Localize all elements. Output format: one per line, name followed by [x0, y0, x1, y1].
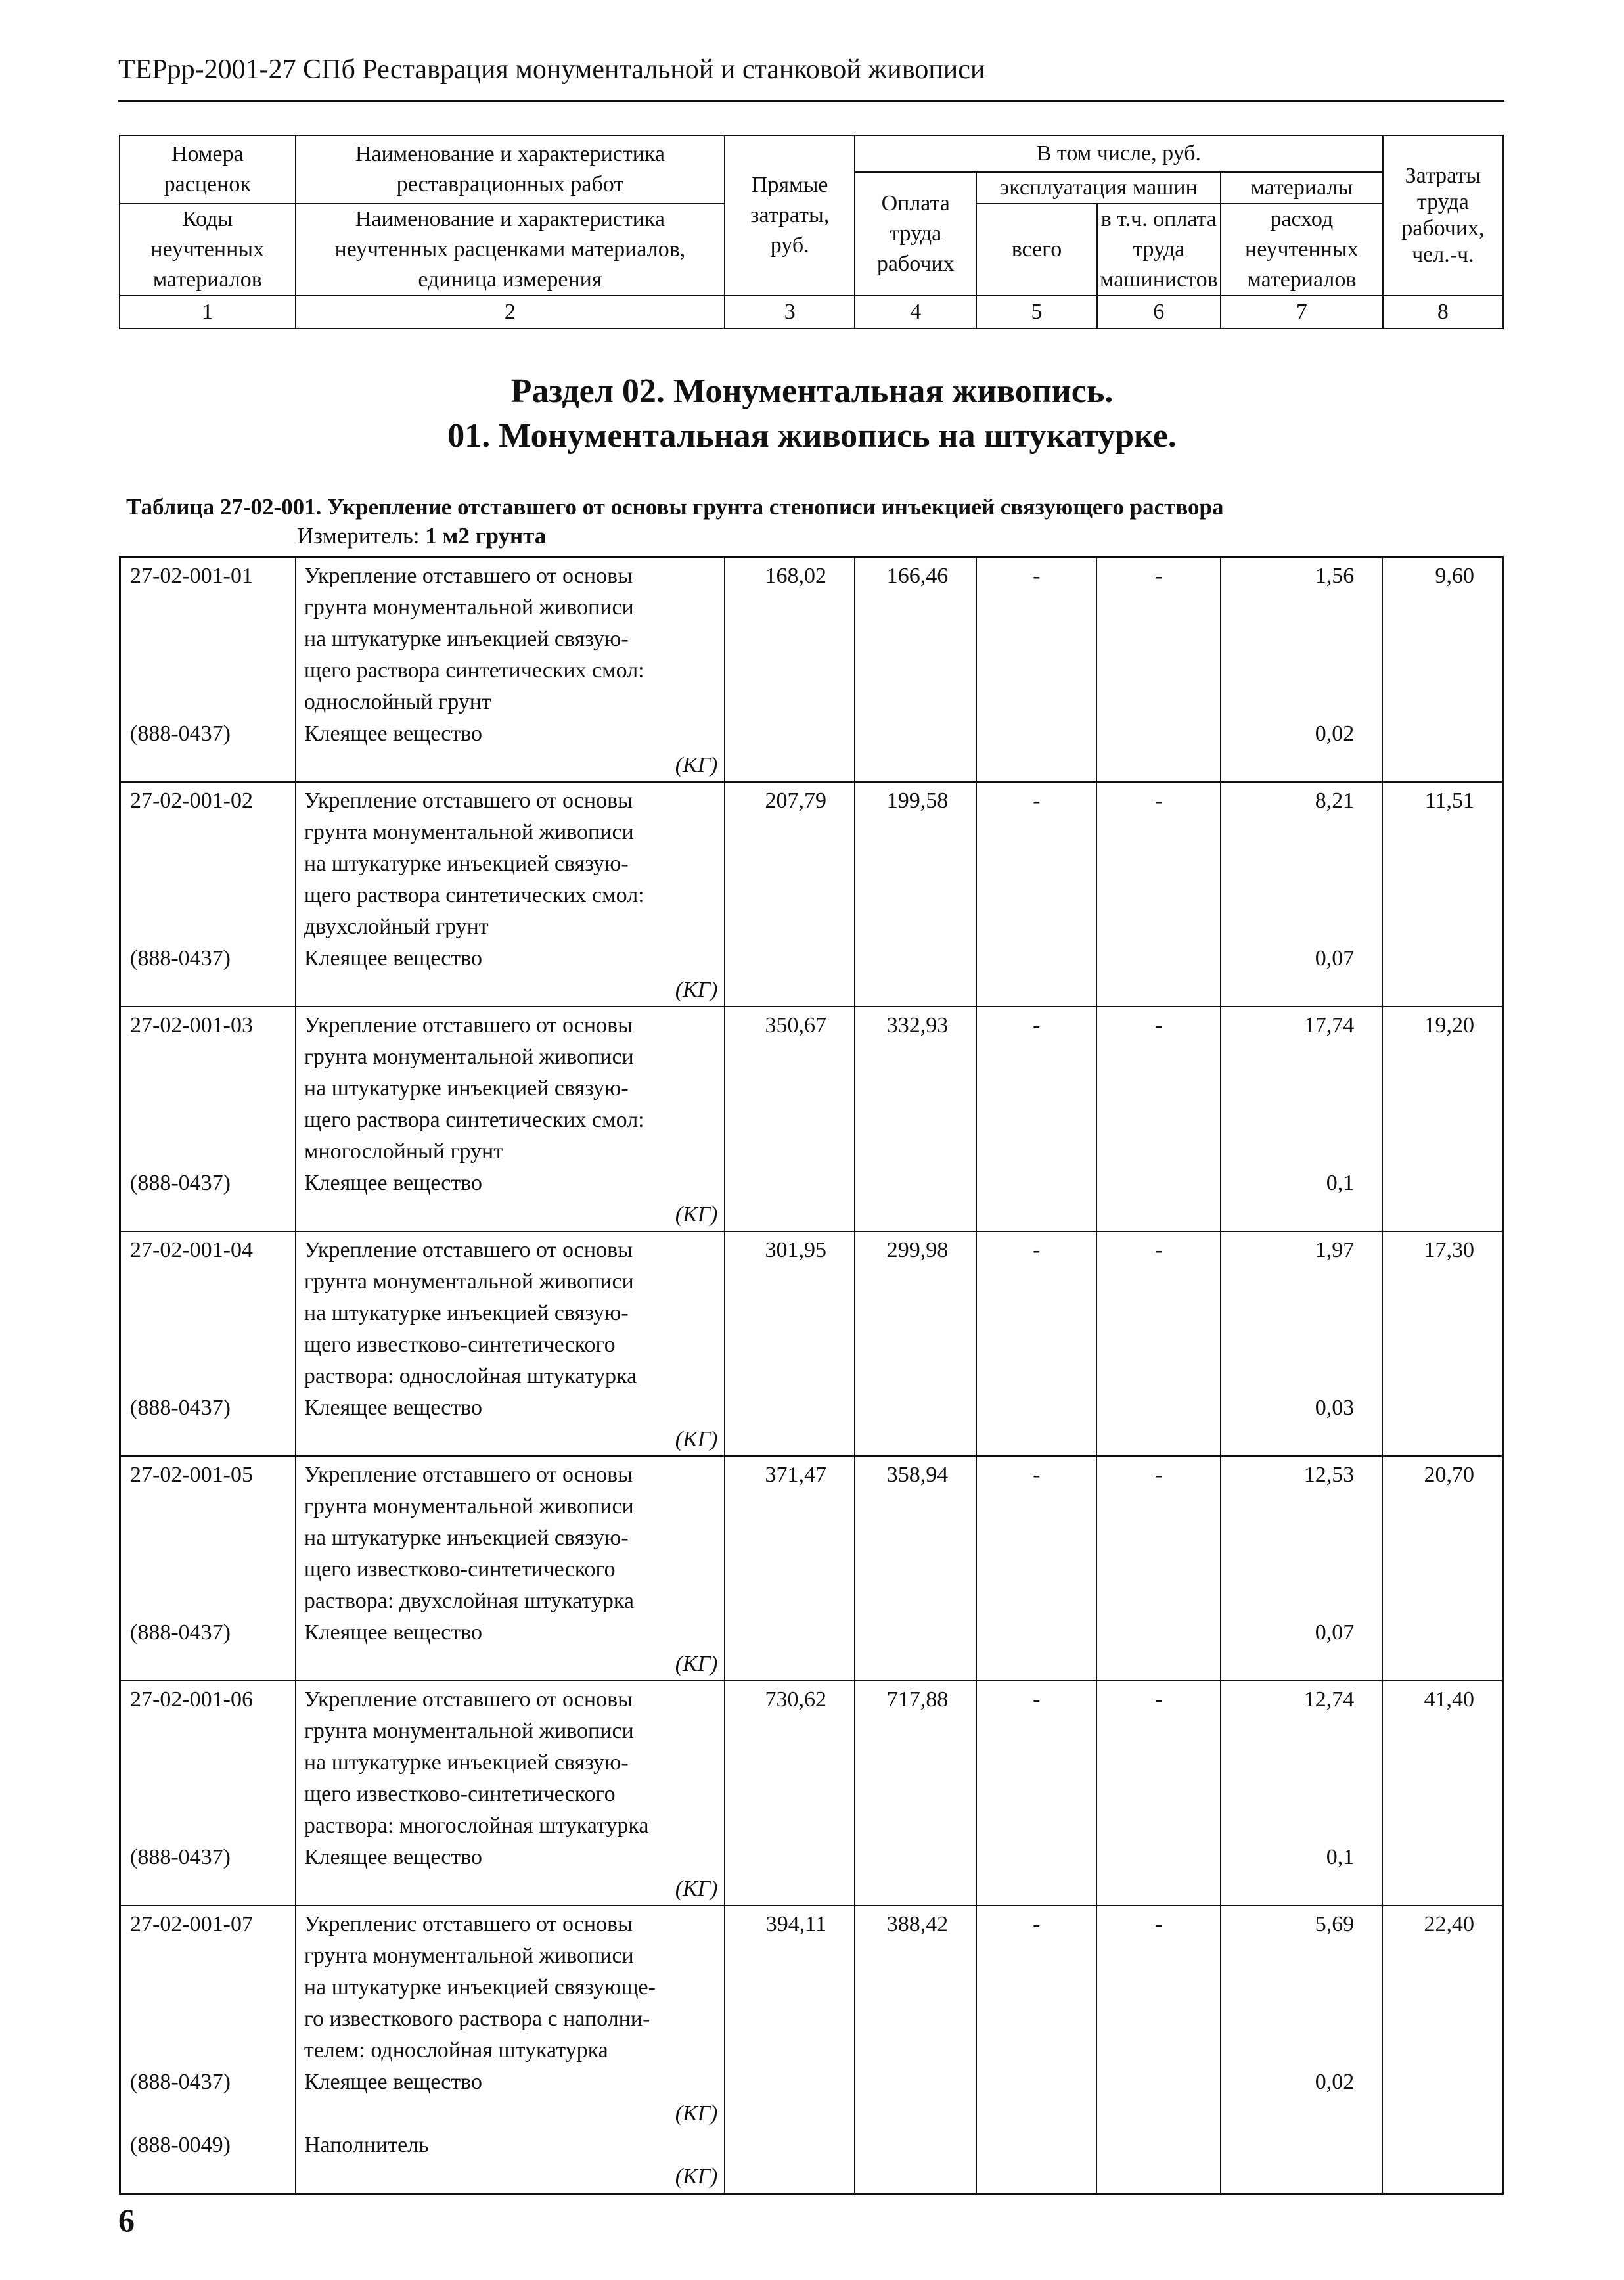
labor-hours: 9,60 — [1382, 557, 1502, 783]
work-name-line: го известкового раствора с наполни- — [304, 2007, 650, 2031]
table-row — [120, 782, 1503, 1007]
table-row — [120, 557, 1503, 783]
machines-total: - — [976, 1231, 1096, 1456]
material-code: (888-0437) — [130, 1620, 231, 1645]
materials-cell — [1221, 1231, 1383, 1456]
subsection-title: 01. Монументальная живопись на штукатурке. — [447, 417, 1177, 455]
column-index: 6 — [1097, 296, 1221, 329]
machinist-pay: - — [1096, 1681, 1220, 1905]
labor-pay: 199,58 — [855, 782, 976, 1007]
material-name: Клеящее вещество — [304, 721, 482, 746]
machinist-pay: - — [1096, 782, 1220, 1007]
direct-cost: 394,11 — [725, 1905, 855, 2194]
material-qty: 0,07 — [1315, 946, 1355, 970]
name-cell — [296, 1007, 725, 1231]
labor-hours: 20,70 — [1382, 1456, 1502, 1681]
code-cell — [120, 782, 296, 1007]
machines-total: - — [976, 1905, 1096, 2194]
materials-cell — [1221, 1681, 1383, 1905]
materials-header: материалы — [1221, 172, 1383, 204]
material-unit: (КГ) — [675, 1877, 718, 1901]
material-name: Клеящее вещество — [304, 1171, 482, 1195]
direct-cost: 207,79 — [725, 782, 855, 1007]
material-qty: 0,1 — [1326, 1171, 1355, 1195]
work-name-line: щего известково-синтетического — [304, 1333, 616, 1357]
labor-pay: 717,88 — [855, 1681, 976, 1905]
work-name-line: щего известково-синтетического — [304, 1557, 616, 1582]
work-name-line: грунта монументальной живописи — [304, 1045, 634, 1069]
rate-code: 27-02-001-03 — [130, 1013, 253, 1037]
table-row — [120, 1681, 1503, 1905]
name-cell — [296, 1905, 725, 2194]
code-cell — [120, 1681, 296, 1905]
rates-table — [119, 556, 1504, 2195]
work-name-line: грунта монументальной живописи — [304, 820, 634, 844]
work-name-line: на штукатурке инъекцией связую- — [304, 627, 629, 651]
section-title: Раздел 02. Монументальная живопись. — [510, 373, 1114, 410]
work-name-line: Укрепление отставшего от основы — [304, 564, 633, 588]
measurement-unit: Измеритель: 1 м2 грунта — [297, 523, 547, 549]
material-name: Клеящее вещество — [304, 1396, 482, 1420]
material-unit: (КГ) — [675, 1652, 718, 1676]
work-name-line: телем: однослойная штукатурка — [304, 2038, 608, 2063]
work-name-line: на штукатурке инъекцией связую- — [304, 1750, 629, 1775]
labor-pay: 358,94 — [855, 1456, 976, 1681]
rate-code: 27-02-001-07 — [130, 1912, 253, 1936]
materials-cell — [1221, 1007, 1383, 1231]
name-cell — [296, 1681, 725, 1905]
col2-header-bottom: Наименование и характеристика неучтенных расценками материалов, единица измерения — [296, 204, 725, 296]
col7-header: расход неучтенных материалов — [1221, 204, 1383, 296]
page-number: 6 — [118, 2202, 135, 2239]
work-name-line: на штукатурке инъекцией связую- — [304, 1526, 629, 1550]
machinist-pay: - — [1096, 557, 1220, 783]
materials-cost: 1,97 — [1315, 1238, 1355, 1262]
name-cell — [296, 1456, 725, 1681]
work-name-line: щего раствора синтетических смол: — [304, 1108, 644, 1132]
machines-total: - — [976, 557, 1096, 783]
materials-cell — [1221, 1456, 1383, 1681]
work-name-line: многослойный грунт — [304, 1139, 504, 1164]
direct-cost: 350,67 — [725, 1007, 855, 1231]
machinist-pay: - — [1096, 1905, 1220, 2194]
col6-header: в т.ч. оплата труда машинистов — [1097, 204, 1221, 296]
machinist-pay: - — [1096, 1007, 1220, 1231]
material-code: (888-0437) — [130, 1845, 231, 1869]
labor-pay: 299,98 — [855, 1231, 976, 1456]
machines-total: - — [976, 1456, 1096, 1681]
work-name-line: на штукатурке инъекцией связую- — [304, 1301, 629, 1325]
materials-cell — [1221, 782, 1383, 1007]
material-unit: (КГ) — [675, 1202, 718, 1227]
labor-hours: 17,30 — [1382, 1231, 1502, 1456]
rate-code: 27-02-001-02 — [130, 788, 253, 813]
work-name-line: на штукатурке инъекцией связую- — [304, 852, 629, 876]
column-index: 3 — [725, 296, 855, 329]
work-name-line: раствора: многослойная штукатурка — [304, 1813, 649, 1838]
materials-cell — [1221, 557, 1383, 783]
machines-total: - — [976, 1007, 1096, 1231]
col2-header-top: Наименование и характеристика реставрационных работ — [296, 135, 725, 204]
code-cell — [120, 1007, 296, 1231]
column-index: 8 — [1383, 296, 1503, 329]
code-cell — [120, 557, 296, 783]
material-code: (888-0437) — [130, 2070, 231, 2094]
machines-header: эксплуатация машин — [976, 172, 1221, 204]
labor-hours: 41,40 — [1382, 1681, 1502, 1905]
machinist-pay: - — [1096, 1231, 1220, 1456]
material-unit: (КГ) — [675, 1427, 718, 1451]
work-name-line: Укрепленис отставшего от основы — [304, 1912, 633, 1936]
material-qty: 0,02 — [1315, 721, 1355, 746]
col1-header-top: Номера расценок — [120, 135, 296, 204]
labor-pay: 332,93 — [855, 1007, 976, 1231]
col3-header: Прямые затраты, руб. — [725, 135, 855, 296]
work-name-line: Укрепление отставшего от основы — [304, 1463, 633, 1487]
column-index: 4 — [855, 296, 976, 329]
column-index: 1 — [120, 296, 296, 329]
machines-total: - — [976, 1681, 1096, 1905]
name-cell — [296, 782, 725, 1007]
material-name: Клеящее вещество — [304, 946, 482, 970]
work-name-line: однослойный грунт — [304, 690, 491, 714]
work-name-line: Укрепление отставшего от основы — [304, 1238, 633, 1262]
work-name-line: щего раствора синтетических смол: — [304, 883, 644, 907]
labor-hours: 22,40 — [1382, 1905, 1502, 2194]
material-code: (888-0437) — [130, 946, 231, 970]
work-name-line: грунта монументальной живописи — [304, 1944, 634, 1968]
labor-hours: 19,20 — [1382, 1007, 1502, 1231]
code-cell — [120, 1905, 296, 2194]
work-name-line: раствора: двухслойная штукатурка — [304, 1589, 635, 1613]
table-caption: Таблица 27-02-001. Укрепление отставшего от основы грунта стенописи инъекцией связующего раствора — [126, 494, 1224, 520]
table-row — [120, 1456, 1503, 1681]
labor-hours: 11,51 — [1382, 782, 1502, 1007]
material-name: Клеящее вещество — [304, 2070, 482, 2094]
materials-cost: 5,69 — [1315, 1912, 1355, 1936]
direct-cost: 168,02 — [725, 557, 855, 783]
work-name-line: на штукатурке инъекцией связую- — [304, 1076, 629, 1101]
labor-pay: 388,42 — [855, 1905, 976, 2194]
document-title: ТЕРрр-2001-27 СПб Реставрация монументальной и станковой живописи — [118, 55, 985, 85]
column-index: 7 — [1221, 296, 1383, 329]
material-code: (888-0049) — [130, 2133, 231, 2157]
col8-header: Затраты труда рабочих, чел.-ч. — [1383, 135, 1503, 296]
machinist-pay: - — [1096, 1456, 1220, 1681]
work-name-line: двухслойный грунт — [304, 915, 489, 939]
rate-code: 27-02-001-05 — [130, 1463, 253, 1487]
materials-cost: 12,74 — [1303, 1687, 1355, 1712]
rate-code: 27-02-001-06 — [130, 1687, 253, 1712]
direct-cost: 371,47 — [725, 1456, 855, 1681]
material-unit: (КГ) — [675, 2164, 718, 2189]
including-header: В том числе, руб. — [855, 135, 1383, 172]
col4-header: Оплата труда рабочих — [855, 172, 976, 296]
work-name-line: щего раствора синтетических смол: — [304, 658, 644, 683]
work-name-line: грунта монументальной живописи — [304, 1494, 634, 1518]
material-qty: 0,07 — [1315, 1620, 1355, 1645]
direct-cost: 301,95 — [725, 1231, 855, 1456]
work-name-line: Укрепление отставшего от основы — [304, 1013, 633, 1037]
work-name-line: грунта монументальной живописи — [304, 1269, 634, 1294]
work-name-line: грунта монументальной живописи — [304, 595, 634, 620]
table-row — [120, 1905, 1503, 2194]
material-code: (888-0437) — [130, 721, 231, 746]
work-name-line: раствора: однослойная штукатурка — [304, 1364, 637, 1388]
col5-header: всего — [976, 204, 1096, 296]
work-name-line: Укрепление отставшего от основы — [304, 788, 633, 813]
title-rule — [118, 100, 1504, 102]
material-name: Клеящее вещество — [304, 1845, 482, 1869]
column-index: 2 — [296, 296, 725, 329]
material-name: Клеящее вещество — [304, 1620, 482, 1645]
materials-cost: 1,56 — [1315, 564, 1355, 588]
name-cell — [296, 1231, 725, 1456]
materials-cell — [1221, 1905, 1383, 2194]
work-name-line: щего известково-синтетического — [304, 1782, 616, 1806]
rate-code: 27-02-001-04 — [130, 1238, 253, 1262]
material-qty: 0,03 — [1315, 1396, 1355, 1420]
work-name-line: Укрепление отставшего от основы — [304, 1687, 633, 1712]
name-cell — [296, 557, 725, 783]
rate-code: 27-02-001-01 — [130, 564, 253, 588]
materials-cost: 17,74 — [1303, 1013, 1355, 1037]
material-unit: (КГ) — [675, 753, 718, 777]
materials-cost: 12,53 — [1303, 1463, 1355, 1487]
column-header-table — [119, 135, 1504, 329]
table-row — [120, 1007, 1503, 1231]
table-row — [120, 1231, 1503, 1456]
material-unit: (КГ) — [675, 978, 718, 1002]
work-name-line: грунта монументальной живописи — [304, 1719, 634, 1743]
material-code: (888-0437) — [130, 1171, 231, 1195]
labor-pay: 166,46 — [855, 557, 976, 783]
material-unit: (КГ) — [675, 2101, 718, 2126]
material-code: (888-0437) — [130, 1396, 231, 1420]
direct-cost: 730,62 — [725, 1681, 855, 1905]
machines-total: - — [976, 782, 1096, 1007]
material-name: Наполнитель — [304, 2133, 429, 2157]
work-name-line: на штукатурке инъекцией связующе- — [304, 1975, 656, 1999]
materials-cost: 8,21 — [1315, 788, 1355, 813]
col1-header-bottom: Коды неучтенных материалов — [120, 204, 296, 296]
code-cell — [120, 1231, 296, 1456]
material-qty: 0,1 — [1326, 1845, 1355, 1869]
material-qty: 0,02 — [1315, 2070, 1355, 2094]
column-index: 5 — [976, 296, 1096, 329]
code-cell — [120, 1456, 296, 1681]
